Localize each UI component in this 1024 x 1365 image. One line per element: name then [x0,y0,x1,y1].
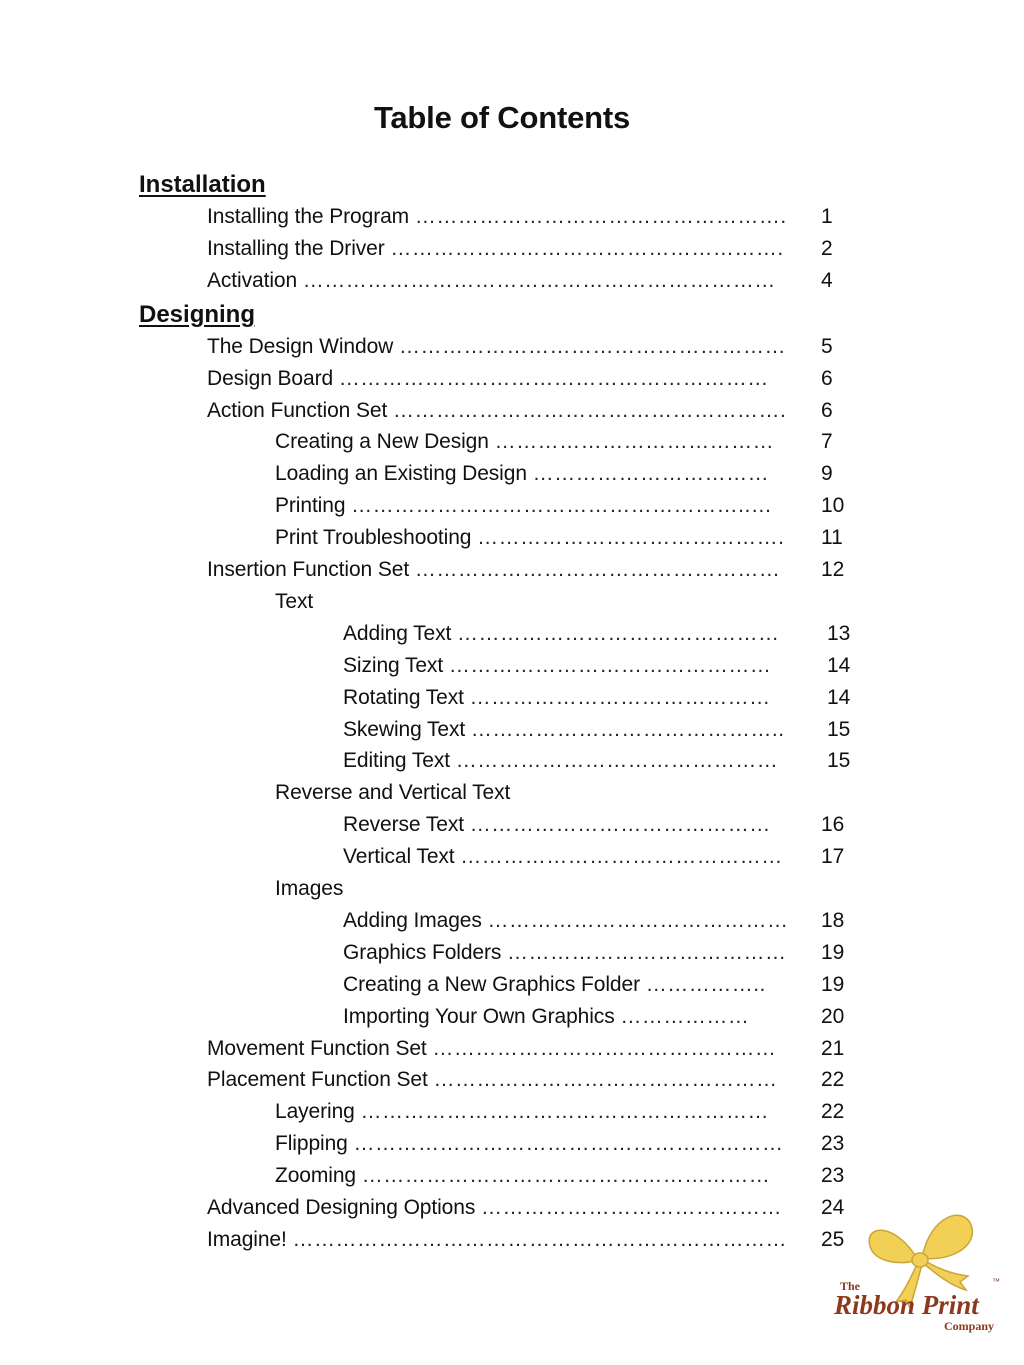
toc-entry-label: Flipping [275,1132,348,1156]
toc-page-number: 24 [821,1196,845,1219]
toc-leader-dots: ……………………………………. [477,526,785,550]
toc-entry[interactable] [343,621,780,647]
toc-page-number: 22 [821,1068,845,1092]
toc-leader-dots: ……………… [620,1004,750,1028]
toc-page-number: 4 [821,268,833,292]
toc-leader-dots: ……………………………………………. [414,205,787,228]
toc-entry[interactable] [207,204,787,230]
toc-entry[interactable] [343,844,783,870]
toc-page-number: 25 [821,1227,845,1251]
toc-leader-dots: …………………………………… [481,1196,782,1219]
toc-page-number: 2 [821,236,833,260]
toc-page-number: 15 [827,717,851,741]
toc-entry[interactable] [275,589,313,615]
toc-leader-dots: …………………………………………………………… [292,1227,787,1251]
toc-leader-dots: ………………………………………………… [361,1164,771,1188]
toc-entry[interactable] [207,1036,776,1062]
toc-entry-label: Creating a New Design [275,430,489,454]
toc-entry-label: Reverse Text [343,813,464,837]
toc-page-number: 18 [821,908,845,932]
toc-entry-label: Print Troubleshooting [275,526,472,550]
toc-leader-dots: …………………………………… [469,813,771,837]
toc-entry-label: Action Function Set [207,398,388,422]
toc-entry-label: Insertion Function Set [207,558,410,581]
toc-entry-label: Loading an Existing Design [275,462,527,486]
toc-leader-dots: …………………………… [532,462,770,486]
toc-entry[interactable] [343,748,778,774]
toc-leader-dots: ……………………………………… [460,845,783,869]
toc-entry[interactable] [343,940,787,966]
toc-page-number: 16 [821,813,845,837]
toc-page-number: 22 [821,1100,845,1124]
toc-entry-label: Sizing Text [343,653,444,677]
toc-page-number: 17 [821,845,845,869]
toc-leader-dots: ……………………………………… [457,621,780,645]
toc-page-number: 6 [821,366,833,390]
toc-entry[interactable] [343,717,785,743]
toc-entry[interactable] [207,1067,778,1093]
toc-entry[interactable] [207,366,769,392]
toc-page-number: 12 [821,558,845,581]
toc-entry-label: Text [275,589,314,613]
toc-entry-label: Reverse and Vertical Text [275,781,511,805]
toc-entry[interactable] [207,236,784,262]
toc-entry-label: The Design Window [207,334,394,358]
toc-entry-label: Advanced Designing Options [207,1196,476,1219]
toc-leader-dots: …………………………………………… [414,558,781,581]
toc-entry[interactable] [207,1195,782,1221]
toc-entry-label: Vertical Text [343,845,455,869]
section-heading: Installation [139,171,266,198]
toc-entry[interactable] [275,493,772,519]
toc-entry-label: Graphics Folders [343,940,502,964]
toc-leader-dots: ………………………………………………………… [302,268,776,292]
toc-page-number: 19 [821,972,845,996]
toc-page-number: 6 [821,398,833,422]
toc-entry-label: Installing the Driver [207,236,385,260]
toc-entry[interactable] [275,1163,770,1189]
toc-entry-label: Adding Images [343,908,482,932]
toc-page-number: 15 [827,749,851,773]
ribbon-print-logo [826,1202,1008,1338]
toc-page-number: 20 [821,1004,845,1028]
toc-entry[interactable] [207,398,786,424]
toc-leader-dots: ……………………………………… [448,653,772,677]
toc-entry[interactable] [275,1099,769,1125]
logo-line-3: Company [944,1319,995,1333]
toc-leader-dots: …………….. [645,972,766,996]
toc-page-number: 13 [827,621,851,645]
toc-entry-label: Importing Your Own Graphics [343,1004,615,1028]
toc-entry-label: Rotating Text [343,685,464,709]
toc-page-number: 10 [821,494,845,518]
toc-entry[interactable] [343,685,771,711]
section-heading: Designing [139,300,256,328]
toc-entry-label: Activation [207,268,298,292]
toc-entry-label: Images [275,877,344,900]
toc-entry-label: Skewing Text [343,717,466,741]
toc-entry[interactable] [275,461,769,487]
toc-page-number: 11 [821,526,843,550]
toc-entry-label: Creating a New Graphics Folder [343,972,640,996]
toc-leader-dots: …………………………………………………… [353,1132,784,1156]
toc-entry[interactable] [275,876,343,902]
toc-entry-label: Layering [275,1100,355,1124]
toc-entry[interactable] [343,812,771,838]
toc-leader-dots: …………………………………….. [470,717,785,741]
toc-leader-dots: ……………………………………… [455,749,779,773]
toc-page-number: 1 [821,205,833,228]
toc-entry[interactable] [207,1227,787,1253]
toc-page-number: 19 [821,940,845,964]
toc-entry-label: Printing [275,494,346,518]
toc-page-number: 14 [827,653,851,677]
toc-page-number: 9 [821,462,833,486]
toc-entry-label: Movement Function Set [207,1036,427,1060]
toc-leader-dots: ………………………………………………. [392,398,787,422]
toc-leader-dots: ………………………………………………. [390,236,784,260]
logo-line-2: Ribbon Print [834,1290,979,1320]
toc-leader-dots: ………………………………… [507,940,787,964]
page-title: Table of Contents [373,100,631,135]
toc-leader-dots: ………………………………… [494,430,775,454]
toc-entry[interactable] [275,429,774,455]
toc-page-number: 7 [821,430,833,454]
toc-entry[interactable] [275,1131,784,1157]
toc-entry-label: Zooming [275,1164,357,1188]
toc-entry[interactable] [343,972,766,998]
toc-entry[interactable] [343,908,789,934]
toc-page-number: 21 [821,1036,845,1060]
toc-entry[interactable] [275,780,510,806]
toc-entry-label: Editing Text [343,749,450,773]
toc-page-number: 23 [821,1132,845,1156]
toc-entry[interactable] [275,525,784,551]
toc-leader-dots: ………………………………………………… [360,1100,770,1124]
toc-entry-label: Adding Text [343,621,452,645]
toc-entry[interactable] [207,334,786,360]
toc-entry[interactable] [207,268,776,294]
toc-leader-dots: ………………………………………… [433,1068,778,1092]
toc-leader-dots: …………………………………………………… [338,366,769,390]
toc-entry-label: Design Board [207,366,334,390]
toc-entry[interactable] [343,1004,749,1030]
logo-mark: ™ [992,1277,1000,1286]
toc-page-number: 23 [821,1164,845,1188]
toc-page-number: 5 [821,334,833,358]
toc-entry-label: Installing the Program [207,205,410,228]
toc-entry[interactable] [207,557,780,583]
toc-entry[interactable] [343,653,771,679]
toc-entry-label: Imagine! [207,1227,287,1251]
toc-leader-dots: …………………………………… [469,685,771,709]
toc-leader-dots: ……………………………………………… [398,334,786,358]
toc-page-number: 14 [827,685,851,709]
toc-leader-dots: …………………………………… [487,908,789,932]
toc-leader-dots: ………………………………………………..… [351,494,773,518]
logo-line-1: The [840,1279,861,1293]
toc-leader-dots: ………………………………………… [432,1036,777,1060]
toc-entry-label: Placement Function Set [207,1068,428,1092]
